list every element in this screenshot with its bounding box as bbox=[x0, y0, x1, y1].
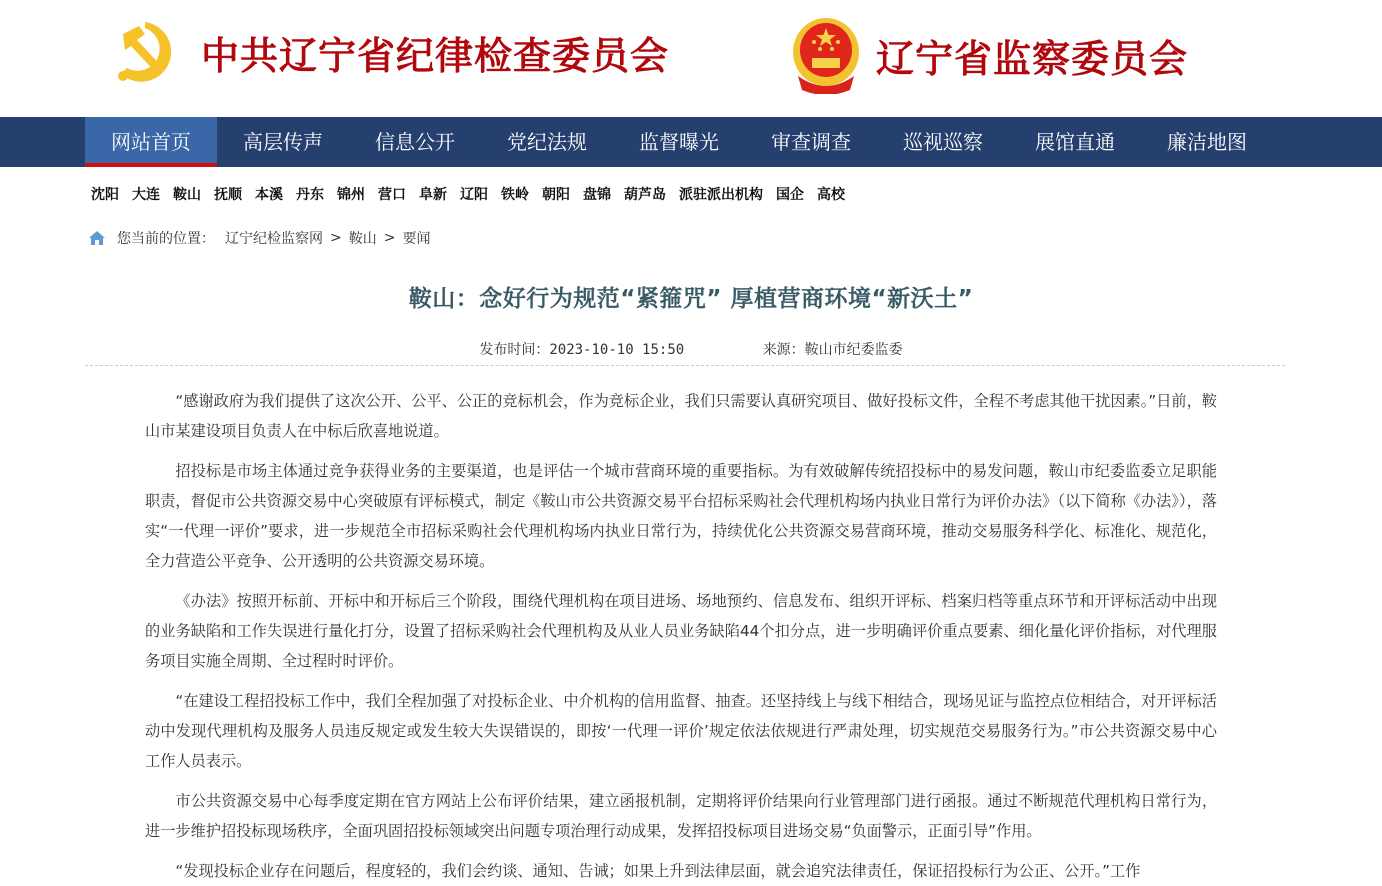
supervision-commission-logo-text: 辽宁省监察委员会 bbox=[876, 36, 1189, 81]
breadcrumb-link-news[interactable]: 要闻 bbox=[402, 231, 431, 247]
region-link[interactable]: 沈阳 bbox=[91, 187, 119, 203]
article-body bbox=[145, 386, 1217, 886]
nav-item-regulations[interactable]: 党纪法规 bbox=[507, 130, 587, 154]
article-paragraph: “在建设工程招投标工作中，我们全程加强了对投标企业、中介机构的信用监督、抽查。还坚持线上与线下相结合，现场见证与监控点位相结合，对开评标活动中发现代理机构及服务人员违反规定或发生较大失误错误的，即按‘一代理一评价’规定依法依规进行严肃处理，切实规范交易服务行为。”市公共资源交易中心工作人员表示。 bbox=[145, 692, 1217, 770]
article-paragraph: “发现投标企业存在问题后，程度轻的，我们会约谈、通知、告诫；如果上升到法律层面，就会追究法律责任，保证招投标行为公正、公开。”工作 bbox=[175, 862, 1141, 880]
nav-item-info-disclosure[interactable]: 信息公开 bbox=[375, 130, 455, 154]
home-icon bbox=[89, 231, 105, 245]
region-link[interactable]: 葫芦岛 bbox=[624, 187, 666, 203]
nav-item-exhibition[interactable]: 展馆直通 bbox=[1035, 130, 1115, 154]
supervision-commission-logo[interactable] bbox=[790, 16, 1188, 94]
region-link[interactable]: 盘锦 bbox=[583, 187, 611, 203]
region-link[interactable]: 国企 bbox=[776, 187, 804, 203]
breadcrumb bbox=[0, 228, 1382, 248]
article-meta bbox=[0, 339, 1382, 359]
article-title: 鞍山：念好行为规范“紧箍咒” 厚植营商环境“新沃土” bbox=[408, 286, 974, 312]
article-paragraph: 《办法》按照开标前、开标中和开标后三个阶段，围绕代理机构在项目进场、场地预约、信息发布、组织开评标、档案归档等重点环节和开评标活动中出现的业务缺陷和工作失误进行量化打分，设置了招标采购社会代理机构及从业人员业务缺陷44个扣分点，进一步明确评价重点要素、细化量化评价指标，对代理服务项目实施全周期、全过程时时评价。 bbox=[145, 592, 1217, 670]
region-link[interactable]: 丹东 bbox=[296, 187, 324, 203]
breadcrumb-separator: > bbox=[383, 230, 396, 246]
article-paragraph: 市公共资源交易中心每季度定期在官方网站上公布评价结果，建立函报机制，定期将评价结果向行业管理部门进行函报。通过不断规范代理机构日常行为，进一步维护招投标现场秩序，全面巩固招投标领域突出问题专项治理行动成果，发挥招投标项目进场交易“负面警示，正面引导”作用。 bbox=[145, 792, 1217, 840]
national-emblem-icon bbox=[790, 16, 862, 94]
nav-item-leadership[interactable]: 高层传声 bbox=[243, 130, 323, 154]
nav-item-exposure[interactable]: 监督曝光 bbox=[639, 130, 719, 154]
region-link[interactable]: 本溪 bbox=[255, 187, 283, 203]
region-link[interactable]: 派驻派出机构 bbox=[679, 187, 763, 203]
divider bbox=[85, 365, 1285, 366]
nav-item-home[interactable]: 网站首页 bbox=[85, 117, 217, 167]
region-link[interactable]: 朝阳 bbox=[542, 187, 570, 203]
region-link[interactable]: 鞍山 bbox=[173, 187, 201, 203]
breadcrumb-link-home[interactable]: 辽宁纪检监察网 bbox=[225, 231, 323, 247]
nav-item-integrity-map[interactable]: 廉洁地图 bbox=[1167, 130, 1247, 154]
region-link[interactable]: 阜新 bbox=[419, 187, 447, 203]
region-link[interactable]: 铁岭 bbox=[501, 187, 529, 203]
publish-time: 发布时间：2023-10-10 15:50 bbox=[479, 342, 685, 358]
breadcrumb-separator: > bbox=[330, 230, 342, 246]
breadcrumb-link-anshan[interactable]: 鞍山 bbox=[348, 231, 377, 247]
region-nav bbox=[0, 184, 1382, 202]
nav-item-investigation[interactable]: 审查调查 bbox=[771, 130, 851, 154]
breadcrumb-label: 您当前的位置： bbox=[117, 231, 215, 247]
region-link[interactable]: 大连 bbox=[132, 187, 160, 203]
ccdi-logo[interactable] bbox=[115, 18, 669, 86]
article-paragraph: “感谢政府为我们提供了这次公开、公平、公正的竞标机会，作为竞标企业，我们只需要认真研究项目、做好投标文件，全程不考虑其他干扰因素。”日前，鞍山市某建设项目负责人在中标后欣喜地说道。 bbox=[145, 392, 1217, 440]
region-link[interactable]: 营口 bbox=[378, 187, 406, 203]
nav-item-inspection[interactable]: 巡视巡察 bbox=[903, 130, 983, 154]
article-paragraph: 招投标是市场主体通过竞争获得业务的主要渠道，也是评估一个城市营商环境的重要指标。为有效破解传统招投标中的易发问题，鞍山市纪委监委立足职能职责，督促市公共资源交易中心突破原有评标模式，制定《鞍山市公共资源交易平台招标采购社会代理机构场内执业日常行为评价办法》（以下简称《办法》），落实“一代理一评价”要求，进一步规范全市招标采购社会代理机构场内执业日常行为，持续优化公共资源交易营商环境，推动交易服务科学化、标准化、规范化，全力营造公平竞争、公开透明的公共资源交易环境。 bbox=[145, 462, 1217, 570]
ccdi-logo-text: 中共辽宁省纪律检查委员会 bbox=[201, 33, 670, 78]
hammer-sickle-icon bbox=[115, 18, 187, 86]
region-link[interactable]: 抚顺 bbox=[214, 187, 242, 203]
region-link[interactable]: 锦州 bbox=[337, 187, 365, 203]
article-source: 来源：鞍山市纪委监委 bbox=[762, 342, 903, 358]
main-nav bbox=[0, 117, 1382, 167]
region-link[interactable]: 辽阳 bbox=[460, 187, 488, 203]
site-header bbox=[0, 0, 1382, 117]
region-link[interactable]: 高校 bbox=[817, 187, 845, 203]
